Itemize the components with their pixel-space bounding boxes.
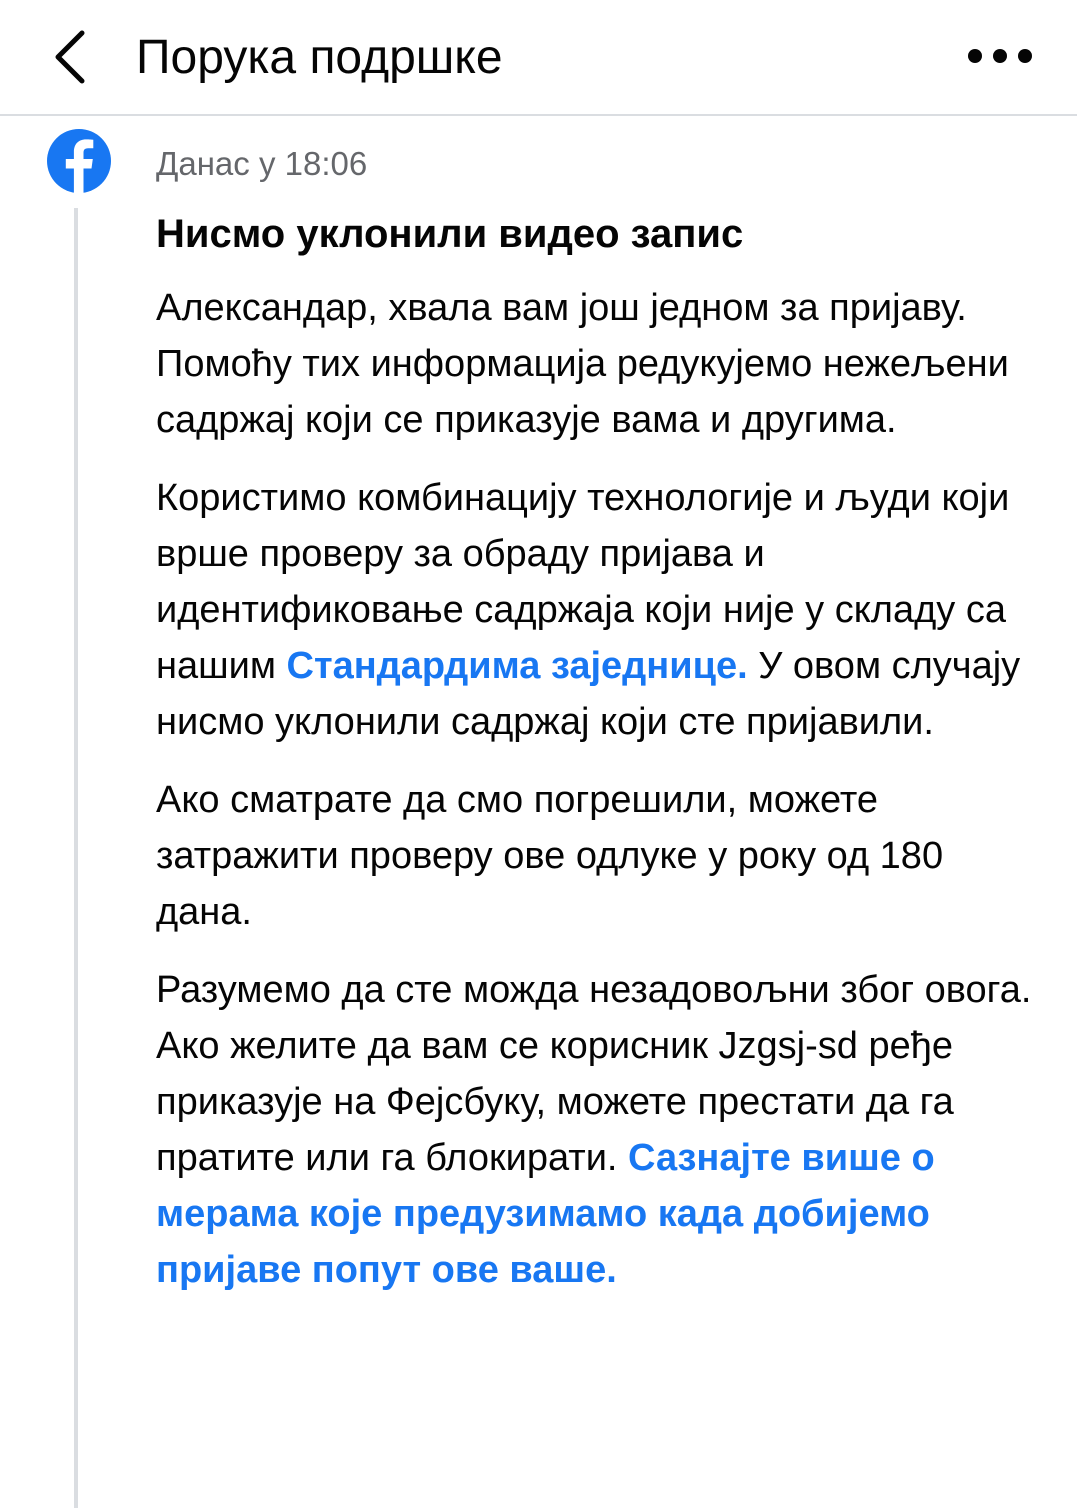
chevron-left-icon [50,29,90,85]
facebook-logo-icon [47,129,111,193]
message-paragraph-4 [156,962,1036,1298]
learn-more-link[interactable]: Сазнајте више о мерама које предузимамо када добијемо пријаве попут ове ваше. [156,1137,935,1291]
message-paragraph-2 [156,470,1036,750]
top-bar [0,0,1077,116]
support-message [156,140,1036,1298]
community-standards-link[interactable]: Стандардима заједнице. [286,645,748,687]
paragraph-2-text-end: У овом случају нисмо уклонили садржај који сте пријавили. [156,645,1021,743]
paragraph-2-text-start: Користимо комбинацију технологије и људи који врше проверу за обраду пријава и идентификовање садржаја који није у складу са нашим [156,477,1010,687]
more-horizontal-icon [965,46,1035,66]
back-button[interactable] [40,22,100,92]
paragraph-4-text: Разумемо да сте можда незадовољни због овога. Ако желите да вам се корисник Jzgsj-sd ређе приказује на Фејсбуку, можете престати да га пратите или га блокирати. [156,969,1032,1179]
page-title: Порука подршке [136,31,503,84]
message-timestamp: Данас у 18:06 [156,145,368,182]
message-paragraph-3: Ако сматрате да смо погрешили, можете затражити проверу ове одлуке у року од 180 дана. [156,779,944,933]
message-paragraph-1: Александар, хвала вам још једном за пријаву. Помоћу тих информација редукујемо нежељени садржај који се приказује вама и другима. [156,287,1009,441]
thread-line [74,208,78,1508]
message-title: Нисмо уклонили видео запис [156,212,744,256]
more-options-button[interactable] [962,30,1038,82]
